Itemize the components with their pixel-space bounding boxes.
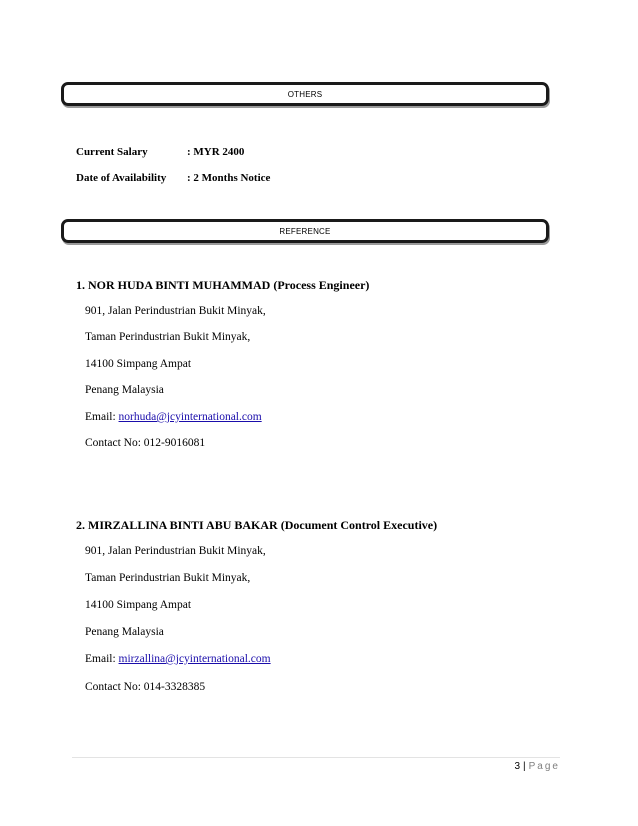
- others-section-header: [61, 82, 549, 106]
- reference-1-email-line: [85, 411, 262, 423]
- reference-1-email-label: Email:: [85, 411, 119, 423]
- reference-1-address-line-3: 14100 Simpang Ampat: [85, 358, 192, 370]
- reference-1-email-link[interactable]: norhuda@jcyinternational.com: [118, 411, 262, 423]
- reference-2-email-line: [85, 653, 271, 665]
- reference-2-contact: Contact No: 014-3328385: [85, 681, 206, 693]
- reference-2-address-line-1: 901, Jalan Perindustrian Bukit Minyak,: [85, 545, 266, 557]
- page-word: Page: [528, 761, 560, 772]
- reference-section-header: [61, 219, 549, 243]
- reference-2-email-link[interactable]: mirzallina@jcyinternational.com: [118, 653, 271, 665]
- current-salary-label: Current Salary: [76, 146, 148, 158]
- reference-section-title: REFERENCE: [279, 226, 331, 236]
- reference-1-address-line-2: Taman Perindustrian Bukit Minyak,: [85, 331, 251, 343]
- reference-2-heading: 2. MIRZALLINA BINTI ABU BAKAR (Document Control Executive): [76, 518, 438, 532]
- reference-2-address-line-2: Taman Perindustrian Bukit Minyak,: [85, 572, 251, 584]
- availability-value: : 2 Months Notice: [187, 172, 271, 184]
- reference-2-address-line-3: 14100 Simpang Ampat: [85, 599, 192, 611]
- reference-1-heading: 1. NOR HUDA BINTI MUHAMMAD (Process Engineer): [76, 278, 370, 292]
- reference-1-address-line-4: Penang Malaysia: [85, 384, 164, 396]
- footer-divider: [72, 757, 560, 758]
- page-footer: [514, 761, 560, 772]
- reference-2-address-line-4: Penang Malaysia: [85, 626, 164, 638]
- reference-1-contact: Contact No: 012-9016081: [85, 437, 206, 449]
- footer-separator: |: [523, 761, 526, 772]
- availability-label: Date of Availability: [76, 172, 167, 184]
- reference-1-address-line-1: 901, Jalan Perindustrian Bukit Minyak,: [85, 305, 266, 317]
- page-number: 3: [514, 761, 521, 772]
- reference-2-email-label: Email:: [85, 653, 119, 665]
- others-section-title: OTHERS: [287, 89, 323, 99]
- current-salary-value: : MYR 2400: [187, 146, 245, 158]
